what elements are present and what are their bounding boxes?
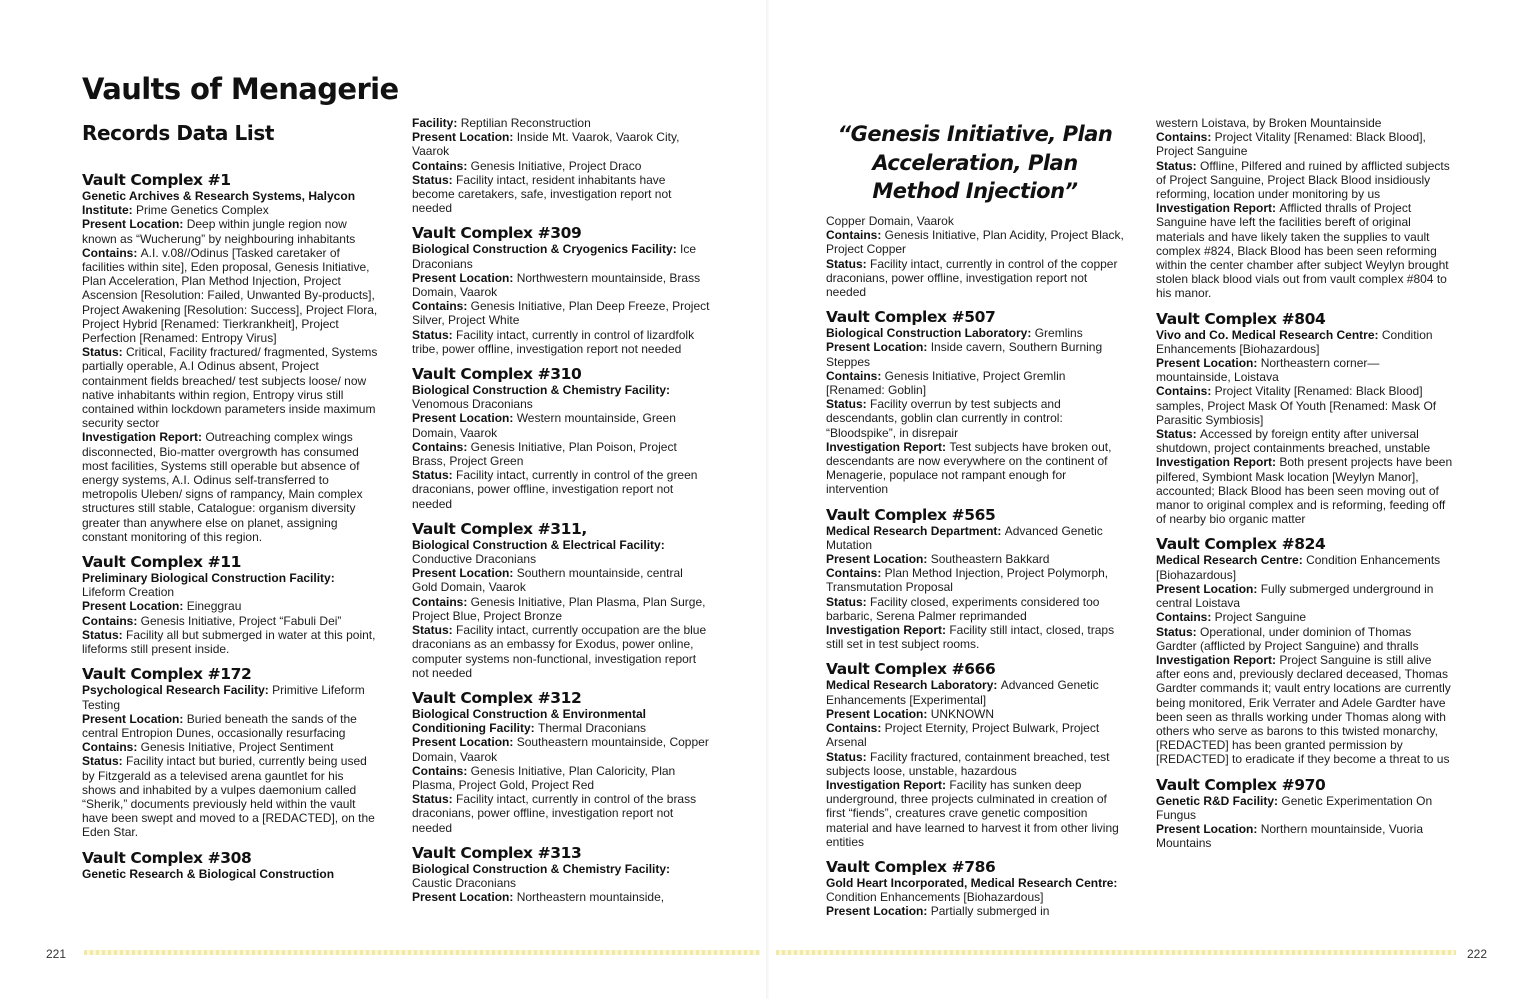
vault-field <box>82 754 380 839</box>
field-label: Status: <box>1156 624 1201 639</box>
vault-field <box>412 271 710 299</box>
vault-field <box>1156 455 1454 526</box>
field-value: Test subjects have broken out, descendants are now everywhere on the continent of Menagerie, populace not rampant enough for intervention <box>826 439 1112 497</box>
field-value: Primitive Lifeform Testing <box>82 683 365 712</box>
vault-field <box>412 566 710 594</box>
field-value: Genetic Experimentation On Fungus <box>1156 793 1433 822</box>
field-value: Project Sanguine is still alive after eons and, previously declared deceased, Thomas Gardter commands it; vault entry locations are currently being monitored, Erik Verrater and Adele Gardter have been seen as thralls working under Thomas along with others who serve as barons to this twisted monarchy, [REDACTED] has been granted permission by [REDACTED] to eradicate if they become a threat to us <box>1156 652 1451 767</box>
field-value: Western mountainside, Green Domain, Vaarok <box>412 411 676 440</box>
field-label: Status: <box>412 327 457 342</box>
field-label: Status: <box>826 397 871 412</box>
vault-field <box>1156 553 1454 581</box>
vault-entry <box>82 850 380 881</box>
footer-rule-left <box>84 950 760 955</box>
field-label: Biological Construction & Chemistry Facility: <box>412 383 671 398</box>
vault-field <box>1156 130 1454 158</box>
vault-entry <box>412 521 710 680</box>
field-label: Present Location: <box>412 890 517 905</box>
vault-field <box>412 328 710 356</box>
field-value: Accessed by foreign entity after universal shutdown, project containments breached, unstable <box>1156 427 1431 456</box>
field-label: Investigation Report: <box>826 439 950 454</box>
vault-field <box>1156 116 1454 130</box>
vault-title: Vault Complex #310 <box>412 365 582 384</box>
field-label: Facility: <box>412 116 461 130</box>
page-number-right: 222 <box>1467 947 1488 961</box>
field-label: Present Location: <box>412 566 517 581</box>
field-label: Psychological Research Facility: <box>82 683 273 698</box>
field-label: Gold Heart Incorporated, Medical Research Centre: <box>826 875 1118 890</box>
vault-title: Vault Complex #970 <box>1156 775 1326 794</box>
vault-field <box>826 566 1124 594</box>
field-label: Present Location: <box>1156 356 1261 371</box>
pull-quote: “Genesis Initiative, Plan Acceleration, Plan Method Injection” <box>837 122 1113 203</box>
vault-title: Vault Complex #172 <box>82 665 252 684</box>
field-value: Thermal Draconians <box>538 721 647 736</box>
vault-entry <box>1156 311 1454 527</box>
field-value: Northeastern corner— mountainside, Loistava <box>1156 356 1380 385</box>
vault-field <box>82 217 380 245</box>
vault-field <box>1156 328 1454 356</box>
field-label: Status: <box>412 623 457 638</box>
vault-field <box>412 538 710 566</box>
vault-field <box>826 678 1124 706</box>
vault-field <box>82 867 380 881</box>
field-label: Contains: <box>826 566 885 581</box>
field-value: A.I. v.08//Odinus [Tasked caretaker of facilities within site], Eden proposal, Genesis Initiative, Plan Acceleration, Plan Method Injection, Project Ascension [Resolution: Failed, Unwanted By-products], Project Awakening [Resolution: Success], Project Flora, Project Hybrid [Renamed: Tierkrankheit], Project Perfection [Renamed: Entropy Virus] <box>82 245 378 346</box>
vault-title: Vault Complex #804 <box>1156 309 1326 328</box>
vault-entry <box>826 661 1124 848</box>
field-value: Facility still intact, closed, traps still set in test subject rooms. <box>826 623 1115 652</box>
vault-field <box>82 599 380 613</box>
vault-field <box>82 246 380 345</box>
field-label: Present Location: <box>82 711 187 726</box>
field-value: Facility intact but buried, currently being used by Fitzgerald as a televised arena gauntlet for his shows and inhabited by a vulpes daemonium called “Sherik,” documents previously held within the vault have been swept and moved to a [REDACTED], on the Eden Star. <box>82 754 375 840</box>
vault-field <box>412 623 710 680</box>
vault-title: Vault Complex #666 <box>826 660 996 679</box>
field-label: Medical Research Department: <box>826 523 1005 538</box>
vault-entry <box>412 845 710 905</box>
field-value: Conductive Draconians <box>412 552 537 567</box>
field-value: Facility fractured, containment breached, test subjects loose, unstable, hazardous <box>826 749 1110 778</box>
field-value: Plan Method Injection, Project Polymorph, Transmutation Proposal <box>826 566 1109 595</box>
vault-field <box>1156 794 1454 822</box>
field-value: Genesis Initiative, Project Draco <box>470 158 642 173</box>
field-label: Present Location: <box>412 735 517 750</box>
field-label: Contains: <box>1156 130 1215 145</box>
vault-title: Vault Complex #311, <box>412 519 587 538</box>
field-label: Present Location: <box>412 270 517 285</box>
vault-field <box>82 712 380 740</box>
field-value: Caustic Draconians <box>412 875 517 890</box>
vault-field <box>826 876 1124 904</box>
vault-field <box>826 750 1124 778</box>
field-label: Present Location: <box>412 411 517 426</box>
page-subtitle: Records Data List <box>82 121 274 145</box>
field-value: Eineggrau <box>186 599 242 614</box>
vault-field <box>82 628 380 656</box>
field-value: Lifeform Creation <box>82 585 175 600</box>
field-value: Project Vitality [Renamed: Black Blood], Project Sanguine <box>1156 130 1426 159</box>
field-label: Present Location: <box>826 552 931 567</box>
field-value: Operational, under dominion of Thomas Gardter (afflicted by Project Sanguine) and thralls <box>1156 624 1419 653</box>
field-label: Biological Construction & Cryogenics Facility: <box>412 242 681 257</box>
field-label: Contains: <box>826 228 885 243</box>
field-label: Status: <box>82 754 127 769</box>
vault-field <box>412 242 710 270</box>
field-label: Investigation Report: <box>1156 652 1280 667</box>
footer-rule-right <box>776 950 1456 955</box>
field-value: Buried beneath the sands of the central Entropion Dunes, occasionally resurfacing <box>82 711 357 740</box>
field-label: Investigation Report: <box>826 623 950 638</box>
field-value: Project Eternity, Project Bulwark, Project Arsenal <box>826 721 1100 750</box>
field-value: Venomous Draconians <box>412 397 533 412</box>
field-label: Genetic Research & Biological Construction <box>82 866 335 881</box>
field-value: Genesis Initiative, Project Sentiment <box>140 740 334 755</box>
field-value: Northwestern mountainside, Brass Domain, Vaarok <box>412 270 701 300</box>
page-gutter <box>766 0 770 999</box>
vault-field <box>826 623 1124 651</box>
field-value: Fully submerged underground in central Loistava <box>1156 581 1434 611</box>
vault-title: Vault Complex #309 <box>412 224 582 243</box>
vault-title: Vault Complex #786 <box>826 857 996 876</box>
vault-field <box>412 707 710 735</box>
field-label: Investigation Report: <box>1156 201 1280 216</box>
field-value: western Loistava, by Broken Mountainside <box>1156 116 1382 130</box>
vault-title: Vault Complex #1 <box>82 172 231 189</box>
field-value: Offline, Pilfered and ruined by afflicted subjects of Project Sanguine, Project Black Blood insidiously reforming, location under monitoring by us <box>1156 158 1450 202</box>
vault-field <box>826 326 1124 340</box>
field-value: Genesis Initiative, Plan Acidity, Project Black, Project Copper <box>826 228 1124 257</box>
vault-field <box>82 740 380 754</box>
vault-field <box>826 397 1124 440</box>
vault-field <box>412 411 710 439</box>
vault-entry <box>826 507 1124 652</box>
vault-field <box>412 173 710 216</box>
vault-field <box>82 614 380 628</box>
vault-field <box>826 369 1124 397</box>
field-value: Facility intact, currently in control of the brass draconians, power offline, investigation report not needed <box>412 792 697 835</box>
vault-field <box>1156 159 1454 202</box>
field-value: Condition Enhancements [Biohazardous] <box>1156 327 1433 356</box>
field-value: Afflicted thralls of Project Sanguine have left the facilities bereft of original materials and have likely taken the supplies to vault complex #824, Black Blood has been seen reforming within the center chamber after subject Weylyn brought stolen black blood vials out from vault complex #804 to his manor. <box>1156 201 1449 301</box>
vault-entry <box>412 366 710 511</box>
field-value: Partially submerged in <box>930 904 1050 919</box>
text-column-1 <box>82 172 380 891</box>
field-label: Biological Construction & Environmental Conditioning Facility: <box>412 706 647 736</box>
vault-title: Vault Complex #11 <box>82 553 242 572</box>
field-value: Genesis Initiative, Plan Poison, Project Brass, Project Green <box>412 439 677 469</box>
vault-field <box>82 571 380 599</box>
vault-field <box>412 468 710 511</box>
vault-entry <box>412 225 710 356</box>
field-value: UNKNOWN <box>930 706 995 721</box>
field-label: Status: <box>412 792 457 807</box>
vault-field <box>826 440 1124 497</box>
field-value: Deep within jungle region now known as “Wucherung” by neighbouring inhabitants <box>82 217 356 246</box>
vault-field <box>1156 610 1454 624</box>
field-value: Facility overrun by test subjects and descendants, goblin clan currently in control: “Bloodspike”, in disrepair <box>826 397 1063 440</box>
field-label: Contains: <box>82 245 141 260</box>
field-value: Genesis Initiative, Plan Deep Freeze, Project Silver, Project White <box>412 299 710 328</box>
vault-title: Vault Complex #565 <box>826 505 996 524</box>
vault-field <box>826 257 1124 300</box>
vault-entry <box>826 214 1124 299</box>
vault-field <box>1156 653 1454 767</box>
vault-field <box>412 383 710 411</box>
field-value: Ice Draconians <box>412 242 697 271</box>
field-value: Facility has sunken deep underground, three projects culminated in creation of first “fiends”, creatures crave genetic composition material and have learned to harvest it from other living entities <box>826 777 1119 849</box>
vault-field <box>412 130 710 158</box>
field-label: Contains: <box>1156 384 1215 399</box>
field-label: Present Location: <box>826 706 931 721</box>
field-value: Northern mountainside, Vuoria Mountains <box>1156 821 1423 851</box>
field-label: Present Location: <box>826 340 931 355</box>
field-label: Status: <box>826 749 871 764</box>
field-value: Southeastern mountainside, Copper Domain, Vaarok <box>412 735 709 764</box>
text-column-4 <box>1156 116 1454 860</box>
field-value: Facility intact, resident inhabitants have become caretakers, safe, investigation report not needed <box>412 172 672 216</box>
field-label: Medical Research Laboratory: <box>826 678 1001 693</box>
vault-title: Vault Complex #824 <box>1156 535 1326 554</box>
field-label: Contains: <box>826 721 885 736</box>
vault-field <box>826 214 1124 228</box>
field-label: Status: <box>412 468 457 483</box>
field-value: Genesis Initiative, Plan Plasma, Plan Surge, Project Blue, Project Bronze <box>412 594 706 623</box>
vault-field <box>412 440 710 468</box>
vault-title: Vault Complex #313 <box>412 843 582 862</box>
field-value: Condition Enhancements [Biohazardous] <box>826 890 1044 905</box>
vault-title: Vault Complex #312 <box>412 688 582 707</box>
page-title: Vaults of Menagerie <box>82 72 399 106</box>
field-label: Status: <box>412 172 457 187</box>
vault-field <box>826 524 1124 552</box>
field-value: Outreaching complex wings disconnected, Bio-matter overgrowth has consumed most facilities, Systems still operable but absence of energy systems, A.I. Odinus self-transferred to metropolis Uleben/ signs of rampancy, Main complex structures still stable, Catalogue: organism diversity greater than anywhere else on planet, assigning constant monitoring of this region. <box>82 430 363 544</box>
field-value: Facility closed, experiments considered too barbaric, Serena Palmer reprimanded <box>826 594 1100 623</box>
field-label: Status: <box>1156 427 1201 442</box>
field-value: Inside Mt. Vaarok, Vaarok City, Vaarok <box>412 130 680 159</box>
field-label: Contains: <box>826 368 885 383</box>
vault-field <box>826 595 1124 623</box>
field-label: Contains: <box>412 594 471 609</box>
field-value: Reptilian Reconstruction <box>460 116 591 130</box>
field-value: Facility intact, currently in control of the copper draconians, power offline, investigation report not needed <box>826 256 1118 300</box>
vault-entry <box>412 116 710 215</box>
vault-field <box>412 890 710 904</box>
vault-field <box>412 862 710 890</box>
field-label: Biological Construction & Electrical Facility: <box>412 537 665 552</box>
text-column-2 <box>412 116 710 914</box>
field-value: Facility intact, currently in control of lizardfolk tribe, power offline, investigation report not needed <box>412 327 695 356</box>
field-label: Present Location: <box>826 904 931 919</box>
field-value: Project Vitality [Renamed: Black Blood] samples, Project Mask Of Youth [Renamed: Mask Of Parasitic Symbiosis] <box>1156 384 1437 427</box>
vault-entry <box>826 859 1124 919</box>
field-value: Northeastern mountainside, <box>516 890 665 905</box>
field-label: Contains: <box>412 158 471 173</box>
field-value: Genesis Initiative, Project “Fabuli Dei” <box>140 613 342 628</box>
vault-field <box>412 792 710 835</box>
field-label: Genetic Archives & Research Systems, Halycon Institute: <box>82 189 356 218</box>
field-label: Present Location: <box>82 217 187 232</box>
vault-field <box>826 707 1124 721</box>
field-value: Genesis Initiative, Plan Caloricity, Plan Plasma, Project Gold, Project Red <box>412 763 676 792</box>
field-label: Biological Construction Laboratory: <box>826 326 1035 341</box>
vault-title: Vault Complex #507 <box>826 308 996 327</box>
field-value: Prime Genetics Complex <box>136 203 269 218</box>
vault-field <box>1156 384 1454 427</box>
field-value: Southeastern Bakkard <box>930 552 1050 567</box>
vault-field <box>1156 427 1454 455</box>
vault-entry <box>82 172 380 544</box>
vault-field <box>826 904 1124 918</box>
field-label: Investigation Report: <box>826 777 950 792</box>
vault-entry <box>1156 777 1454 851</box>
vault-field <box>82 345 380 430</box>
field-label: Contains: <box>82 740 141 755</box>
field-value: Genesis Initiative, Project Gremlin [Renamed: Goblin] <box>826 368 1066 398</box>
field-value: Project Sanguine <box>1214 610 1307 625</box>
vault-field <box>412 116 710 130</box>
vault-field <box>1156 822 1454 850</box>
field-value: Condition Enhancements [Biohazardous] <box>1156 553 1441 582</box>
vault-entry <box>1156 116 1454 301</box>
field-label: Status: <box>82 345 127 360</box>
field-label: Present Location: <box>1156 821 1261 836</box>
vault-entry <box>1156 536 1454 766</box>
field-value: Both present projects have been pilfered, Symbiont Mask location [Weylyn Manor], accounted; Black Blood has been seen moving out of manor to original complex and is reforming, feeding off of nearby bio organic matter <box>1156 455 1453 527</box>
field-label: Status: <box>826 594 871 609</box>
field-label: Status: <box>826 256 871 271</box>
field-label: Present Location: <box>412 130 517 145</box>
field-label: Vivo and Co. Medical Research Centre: <box>1156 327 1382 342</box>
vault-title: Vault Complex #308 <box>82 848 252 867</box>
vault-field <box>412 595 710 623</box>
field-label: Investigation Report: <box>1156 455 1280 470</box>
field-label: Present Location: <box>82 599 187 614</box>
vault-field <box>412 735 710 763</box>
field-value: Advanced Genetic Enhancements [Experimental] <box>826 678 1099 707</box>
vault-entry <box>412 690 710 835</box>
field-value: Gremlins <box>1034 326 1083 341</box>
vault-field <box>82 189 380 217</box>
field-value: Facility intact, currently in control of the green draconians, power offline, investigation report not needed <box>412 468 698 511</box>
field-label: Genetic R&D Facility: <box>1156 793 1282 808</box>
field-label: Medical Research Centre: <box>1156 553 1307 568</box>
vault-field <box>826 721 1124 749</box>
field-label: Present Location: <box>1156 581 1261 596</box>
field-value: Inside cavern, Southern Burning Steppes <box>826 340 1103 369</box>
text-column-3 <box>826 214 1124 929</box>
vault-field <box>82 430 380 544</box>
vault-field <box>826 552 1124 566</box>
field-label: Status: <box>82 627 127 642</box>
vault-field <box>412 299 710 327</box>
field-label: Status: <box>1156 158 1201 173</box>
field-value: Southern mountainside, central Gold Domain, Vaarok <box>412 566 683 595</box>
field-label: Investigation Report: <box>82 430 206 445</box>
vault-field <box>412 159 710 173</box>
vault-field <box>1156 625 1454 653</box>
field-label: Biological Construction & Chemistry Facility: <box>412 861 671 876</box>
vault-field <box>826 340 1124 368</box>
field-value: Advanced Genetic Mutation <box>826 523 1103 552</box>
field-label: Contains: <box>412 763 471 778</box>
vault-field <box>412 764 710 792</box>
field-value: Facility all but submerged in water at this point, lifeforms still present inside. <box>82 627 376 657</box>
vault-entry <box>82 554 380 656</box>
field-label: Contains: <box>82 613 141 628</box>
page-number-left: 221 <box>46 947 67 961</box>
field-value: Copper Domain, Vaarok <box>826 214 954 228</box>
field-label: Preliminary Biological Construction Facility: <box>82 571 335 586</box>
field-label: Contains: <box>1156 610 1215 625</box>
vault-field <box>826 228 1124 256</box>
field-value: Facility intact, currently occupation are the blue draconians as an embassy for Exodus, power online, computer systems non-functional, investigation report not needed <box>412 623 707 680</box>
vault-field <box>1156 356 1454 384</box>
vault-field <box>1156 201 1454 300</box>
vault-field <box>82 683 380 711</box>
vault-field <box>826 778 1124 849</box>
vault-field <box>1156 582 1454 610</box>
field-label: Contains: <box>412 439 471 454</box>
field-label: Contains: <box>412 299 471 314</box>
vault-entry <box>82 666 380 839</box>
vault-entry <box>826 309 1124 496</box>
field-value: Critical, Facility fractured/ fragmented, Systems partially operable, A.I Odinus absent, Project containment fields breached/ test subjects loose/ now native inhabitants within region, Entropy virus still contained within lockdown parameters inside maximum security sector <box>82 345 378 431</box>
